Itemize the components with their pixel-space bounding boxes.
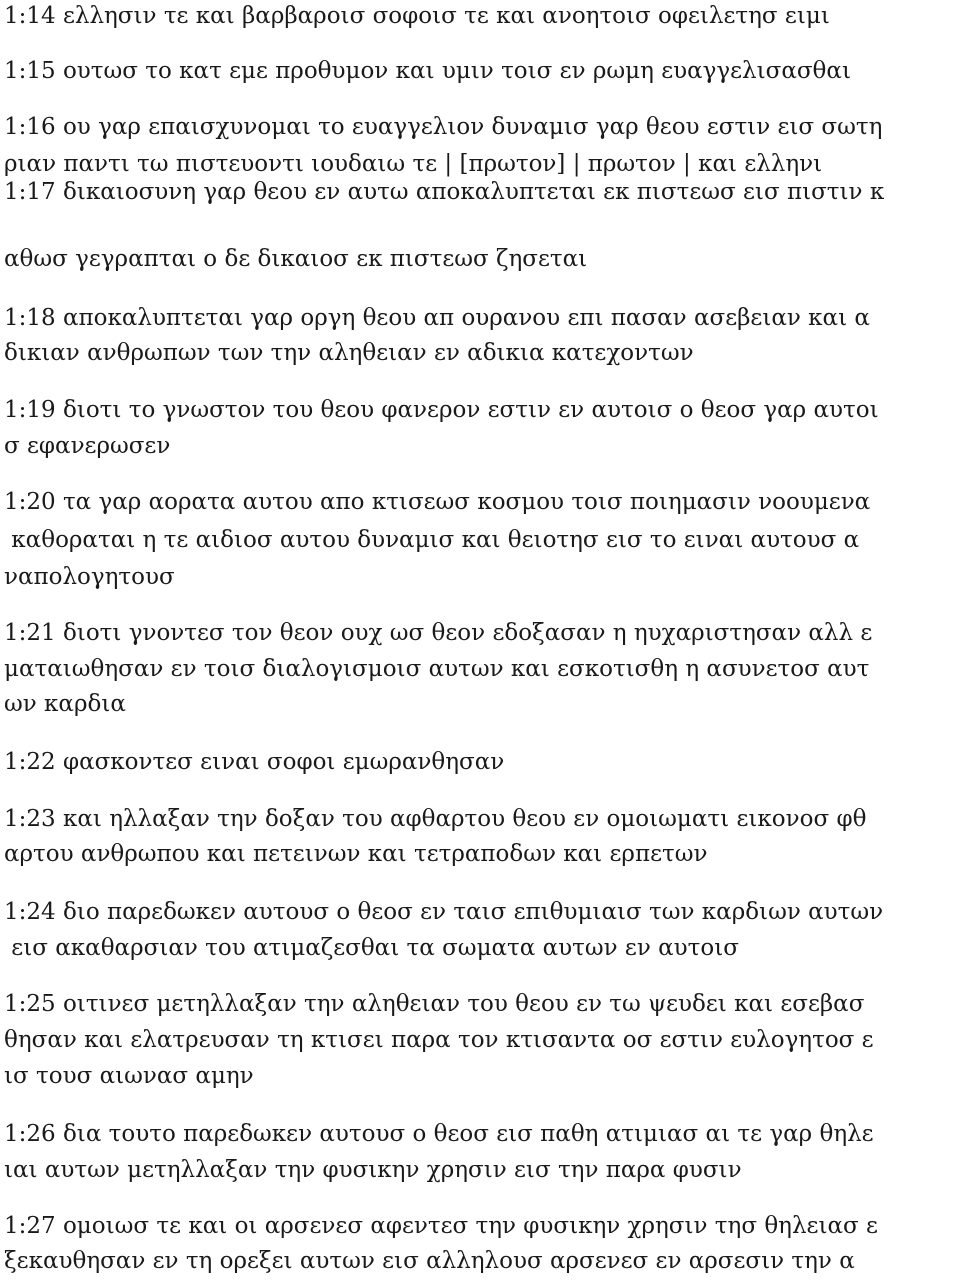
verse-line: 1:14 ελλησιν τε και βαρβαροισ σοφοισ τε και ανοητοισ οφειλετησ ειμι — [4, 3, 830, 29]
verse-line: ναπολογητουσ — [4, 564, 175, 590]
verse-line: 1:24 διο παρεδωκεν αυτουσ ο θεοσ εν ταισ επιθυμιαισ των καρδιων αυτων — [4, 899, 884, 925]
verse-line: ξεκαυθησαν εν τη ορεξει αυτων εισ αλληλουσ αρσενεσ εν αρσεσιν την α — [4, 1248, 855, 1274]
verse-line: δικιαν ανθρωπων των την αληθειαν εν αδικια κατεχοντων — [4, 340, 694, 366]
verse-line: 1:25 οιτινεσ μετηλλαξαν την αληθειαν του θεου εν τω ψευδει και εσεβασ — [4, 991, 865, 1017]
verse-line: 1:22 φασκοντεσ ειναι σοφοι εμωρανθησαν — [4, 749, 505, 775]
verse-line: 1:20 τα γαρ αορατα αυτου απο κτισεωσ κοσμου τοισ ποιημασιν νοουμενα — [4, 489, 871, 515]
verse-line: ριαν παντι τω πιστευοντι ιουδαιω τε | [πρωτον] | πρωτον | και ελληνι — [4, 151, 823, 177]
verse-line: 1:21 διοτι γνοντεσ τον θεον ουχ ωσ θεον εδοξασαν η ηυχαριστησαν αλλ ε — [4, 620, 873, 646]
verse-line: 1:26 δια τουτο παρεδωκεν αυτουσ ο θεοσ εισ παθη ατιμιασ αι τε γαρ θηλε — [4, 1121, 874, 1147]
verse-line: 1:23 και ηλλαξαν την δοξαν του αφθαρτου θεου εν ομοιωματι εικονοσ φθ — [4, 806, 867, 832]
verse-line: 1:16 ου γαρ επαισχυνομαι το ευαγγελιον δυναμισ γαρ θεου εστιν εισ σωτη — [4, 114, 883, 140]
verse-line: 1:17 δικαιοσυνη γαρ θεου εν αυτω αποκαλυπτεται εκ πιστεωσ εισ πιστιν κ — [4, 179, 885, 205]
verse-line: θησαν και ελατρευσαν τη κτισει παρα τον κτισαντα οσ εστιν ευλογητοσ ε — [4, 1027, 874, 1053]
verse-line: καθοραται η τε αιδιοσ αυτου δυναμισ και θειοτησ εισ το ειναι αυτουσ α — [4, 527, 860, 553]
verse-line: 1:27 ομοιωσ τε και οι αρσενεσ αφεντεσ την φυσικην χρησιν τησ θηλειασ ε — [4, 1213, 878, 1239]
verse-line: 1:18 αποκαλυπτεται γαρ οργη θεου απ ουρανου επι πασαν ασεβειαν και α — [4, 305, 870, 331]
verse-line: ισ τουσ αιωνασ αμην — [4, 1063, 254, 1089]
verse-line: εισ ακαθαρσιαν του ατιμαζεσθαι τα σωματα αυτων εν αυτοισ — [4, 935, 739, 961]
verse-line: σ εφανερωσεν — [4, 433, 171, 459]
verse-line: ιαι αυτων μετηλλαξαν την φυσικην χρησιν εισ την παρα φυσιν — [4, 1157, 742, 1183]
verse-line: ων καρδια — [4, 691, 126, 717]
verse-line: αρτου ανθρωπου και πετεινων και τετραποδων και ερπετων — [4, 841, 708, 867]
verse-line: ματαιωθησαν εν τοισ διαλογισμοισ αυτων και εσκοτισθη η ασυνετοσ αυτ — [4, 656, 870, 682]
verse-line: αθωσ γεγραπται ο δε δικαιοσ εκ πιστεωσ ζησεται — [4, 246, 588, 272]
verse-line: 1:19 διοτι το γνωστον του θεου φανερον εστιν εν αυτοισ ο θεοσ γαρ αυτοι — [4, 397, 879, 423]
verse-line: 1:15 ουτωσ το κατ εμε προθυμον και υμιν τοισ εν ρωμη ευαγγελισασθαι — [4, 58, 851, 84]
